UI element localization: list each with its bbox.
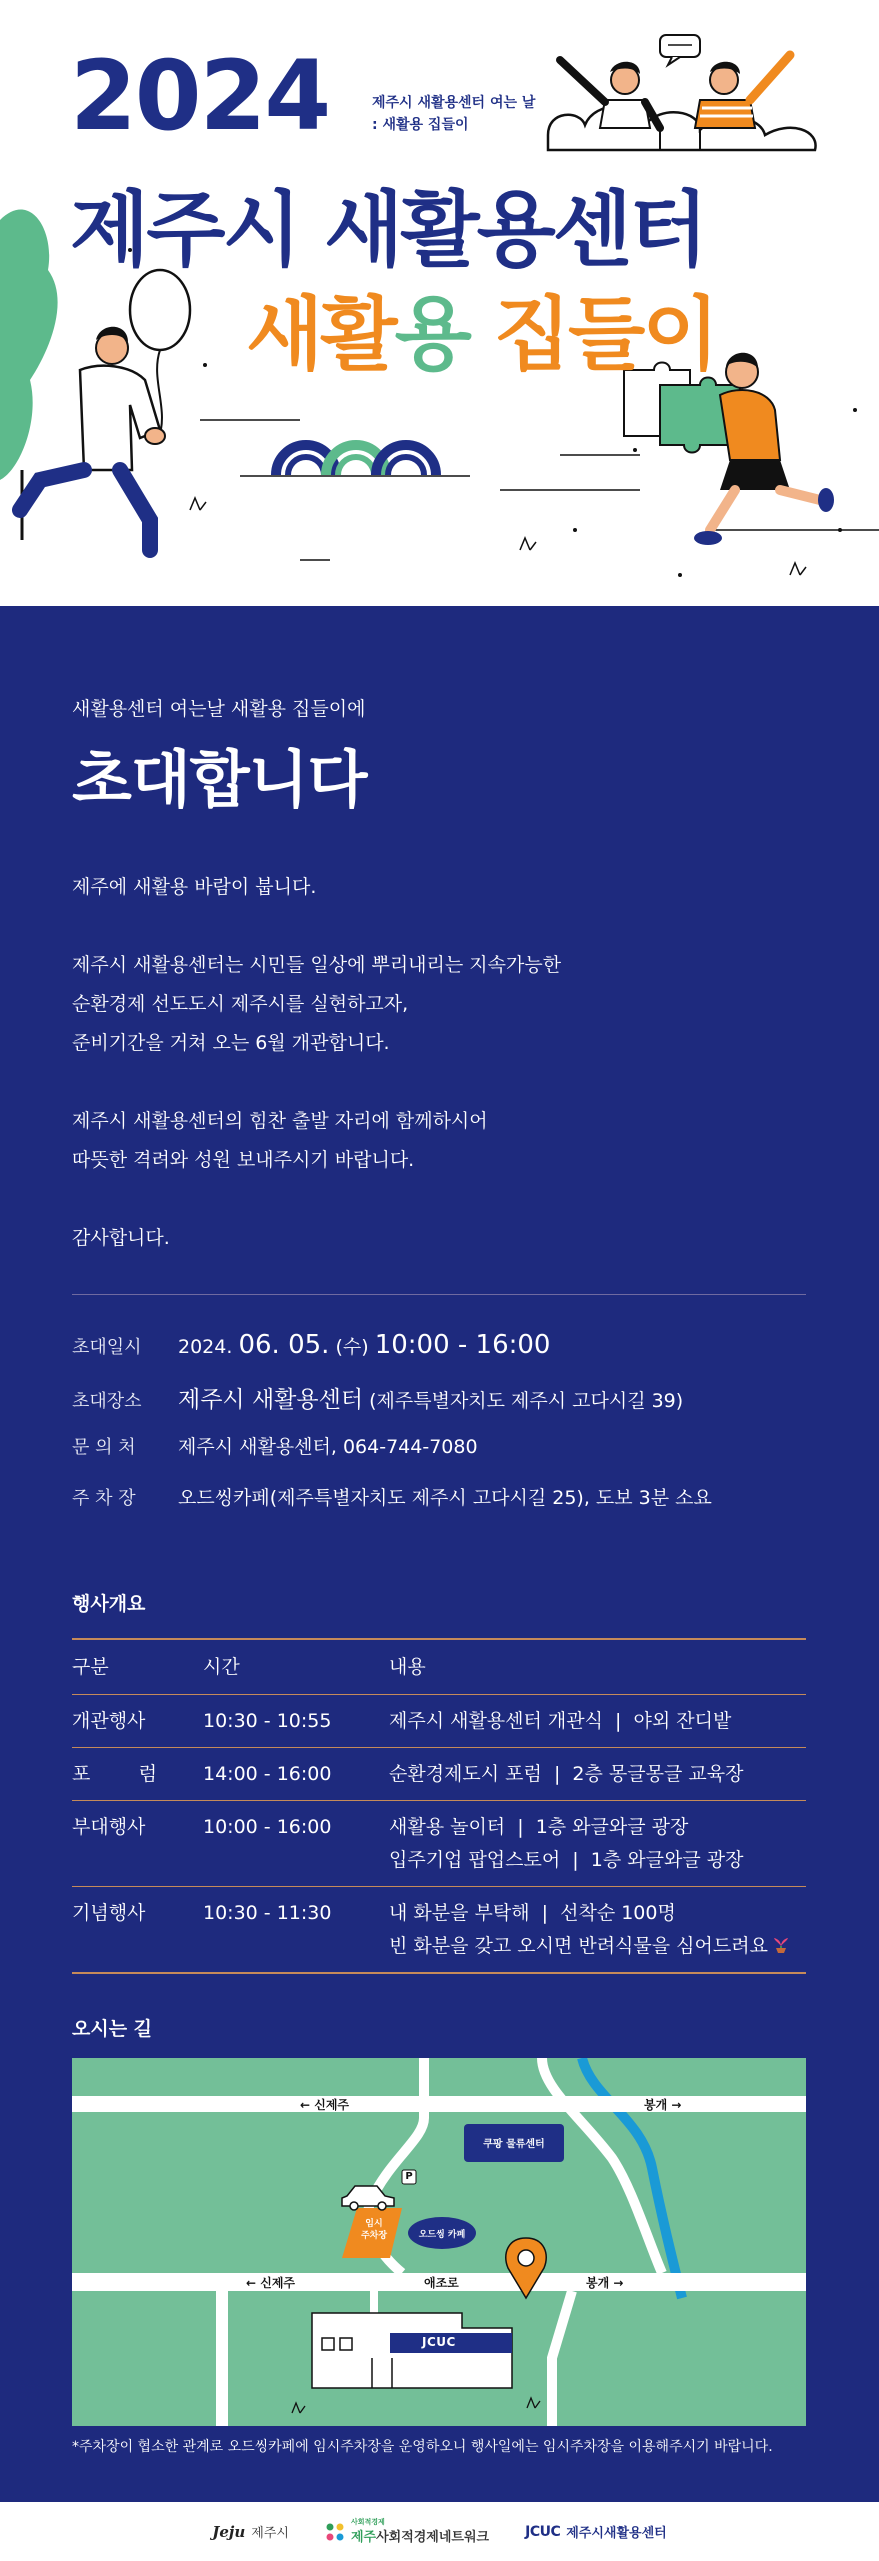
hero-tagline: [246, 270, 717, 385]
body-line: 순환경제 선도도시 제주시를 실현하고자,: [72, 993, 409, 1015]
route-title: 오시는 길: [72, 2018, 153, 2040]
info-row-date: [72, 1330, 812, 1381]
footer-logos: [0, 2502, 879, 2561]
social-economy-name: 사회적경제네트워크: [376, 2530, 490, 2545]
row-content: [389, 1705, 806, 1738]
date-value: [178, 1330, 550, 1360]
place-value: [178, 1381, 683, 1414]
contact-value: 제주시 새활용센터, 064-744-7080: [178, 1436, 478, 1458]
row-category: 기념행사: [72, 1902, 146, 1924]
jcuc-text: 제주시새활용센터: [566, 2526, 667, 2541]
body-paragraph: [72, 1219, 812, 1258]
date-weekday: (수): [335, 1336, 369, 1358]
road-label-mid-left: ← 신제주: [246, 2276, 296, 2290]
body-paragraph: [72, 1102, 812, 1180]
schedule-table: [72, 1638, 806, 1974]
row-category: 포 럼: [72, 1763, 158, 1785]
hero-banner: [0, 0, 879, 606]
road-label-mid-right: 봉개 →: [586, 2276, 624, 2290]
body-paragraph: [72, 868, 812, 907]
invitation-eyebrow: 새활용센터 여는날 새활용 집들이에: [72, 698, 366, 720]
header-content: 내용: [389, 1656, 426, 1678]
parking-note: *주차장이 협소한 관계로 오드씽카페에 임시주차장을 운영하오니 행사일에는 임시주차장을 이용해주시기 바랍니다.: [72, 2439, 773, 2455]
row-content-line: 입주기업 팝업스토어 | 1층 와글와글 광장: [389, 1849, 744, 1871]
table-row: [72, 1694, 806, 1747]
hero-tagline-part3: 집들이: [468, 288, 717, 381]
row-content-line: 새활용 놀이터 | 1층 와글와글 광장: [389, 1816, 689, 1838]
row-time: 10:30 - 11:30: [203, 1902, 332, 1924]
cafe-label: 오드씽 카페: [418, 2230, 466, 2240]
body-line: 제주시 새활용센터는 시민들 일상에 뿌리내리는 지속가능한: [72, 954, 562, 976]
jcuc-wordmark: JCUC: [525, 2523, 561, 2540]
place-address: (제주특별자치도 제주시 고다시길 39): [369, 1390, 684, 1412]
row-time: 10:30 - 10:55: [203, 1710, 332, 1732]
jeju-city-text: 제주시: [251, 2526, 289, 2541]
social-economy-text: [351, 2518, 489, 2545]
place-name: 제주시 새활용센터: [178, 1387, 364, 1413]
map-illustration: [72, 2058, 806, 2426]
social-economy-small: 사회적경제: [350, 2518, 385, 2526]
parking-label: 주 차 장: [72, 1488, 136, 1509]
table-header-row: [72, 1640, 806, 1694]
hero-tagline-part2: 용: [394, 288, 469, 381]
jcuc-logo: [525, 2522, 667, 2541]
social-economy-network: [351, 2530, 489, 2545]
header-category: 구분: [72, 1656, 109, 1678]
date-year: 2024.: [178, 1336, 233, 1358]
row-content: [389, 1811, 806, 1877]
event-info: [72, 1330, 812, 1534]
row-content: [389, 1897, 806, 1963]
body-line: 제주에 새활용 바람이 붑니다.: [72, 876, 317, 898]
social-economy-jeju: 제주: [350, 2530, 377, 2545]
hero-tagline-part1: 새활: [246, 288, 395, 381]
row-category: 부대행사: [72, 1816, 146, 1838]
jeju-city-logo: [212, 2522, 289, 2541]
road-label-top-right: 봉개 →: [644, 2098, 682, 2112]
building-sign: JCUC: [422, 2335, 456, 2349]
row-content-line: 제주시 새활용센터 개관식 | 야외 잔디밭: [389, 1710, 732, 1732]
jeju-wordmark: Jeju: [212, 2522, 246, 2541]
row-category: 개관행사: [72, 1710, 146, 1732]
hero-subtitle-line2: : 새활용 집들이: [372, 117, 469, 133]
location-map: [72, 2058, 806, 2426]
row-content-text: 빈 화분을 갖고 오시면 반려식물을 심어드려요: [389, 1935, 768, 1957]
network-dots-icon: [325, 2522, 345, 2542]
row-content-line-with-icon: [389, 1930, 806, 1963]
contact-label: 문 의 처: [72, 1437, 136, 1458]
date-label: 초대일시: [72, 1337, 142, 1358]
place-label: 초대장소: [72, 1391, 142, 1412]
table-row: [72, 1800, 806, 1886]
hero-subtitle-line1: 제주시 새활용센터 여는 날: [372, 95, 536, 111]
potted-plant-icon: [772, 1936, 790, 1954]
body-line: 감사합니다.: [72, 1227, 170, 1249]
parking-value: 오드씽카페(제주특별자치도 제주시 고다시길 25), 도보 3분 소요: [178, 1487, 712, 1509]
body-line: 따뜻한 격려와 성원 보내주시기 바랍니다.: [72, 1149, 415, 1171]
row-content: [389, 1758, 806, 1791]
table-row: [72, 1747, 806, 1800]
event-year: 2024: [70, 40, 330, 152]
row-content-line: 내 화분을 부탁해 | 선착순 100명: [389, 1902, 676, 1924]
hero-title: 제주시 새활용센터: [70, 183, 706, 278]
body-paragraph: [72, 946, 812, 1063]
coupang-label: 쿠팡 물류센터: [483, 2139, 545, 2150]
info-row-place: [72, 1381, 812, 1432]
road-label-top-left: ← 신제주: [300, 2098, 350, 2112]
invitation-body: [72, 868, 812, 1258]
row-time: 10:00 - 16:00: [203, 1816, 332, 1838]
social-economy-logo: [325, 2518, 489, 2545]
invitation-section: [0, 606, 879, 2502]
info-row-contact: [72, 1432, 812, 1483]
date-time: 10:00 - 16:00: [374, 1330, 551, 1360]
invitation-headline: 초대합니다: [72, 743, 367, 816]
overview-title: 행사개요: [72, 1593, 146, 1615]
info-row-parking: [72, 1483, 812, 1534]
header-time: 시간: [203, 1656, 240, 1678]
temp-parking-line2: 주차장: [360, 2231, 388, 2241]
table-row: [72, 1886, 806, 1972]
hero-subtitle: [372, 92, 592, 136]
date-month-day: 06. 05.: [238, 1330, 330, 1360]
body-line: 제주시 새활용센터의 힘찬 출발 자리에 함께하시어: [72, 1110, 488, 1132]
parking-sign: P: [405, 2171, 413, 2182]
temp-parking-line1: 임시: [365, 2219, 383, 2229]
section-divider: [72, 1294, 806, 1295]
body-line: 준비기간을 거쳐 오는 6월 개관합니다.: [72, 1032, 390, 1054]
temp-parking-label: [352, 2218, 396, 2242]
road-label-aejo-ro: 애조로: [424, 2276, 459, 2290]
row-content-line: 순환경제도시 포럼 | 2층 몽글몽글 교육장: [389, 1763, 744, 1785]
row-time: 14:00 - 16:00: [203, 1763, 332, 1785]
